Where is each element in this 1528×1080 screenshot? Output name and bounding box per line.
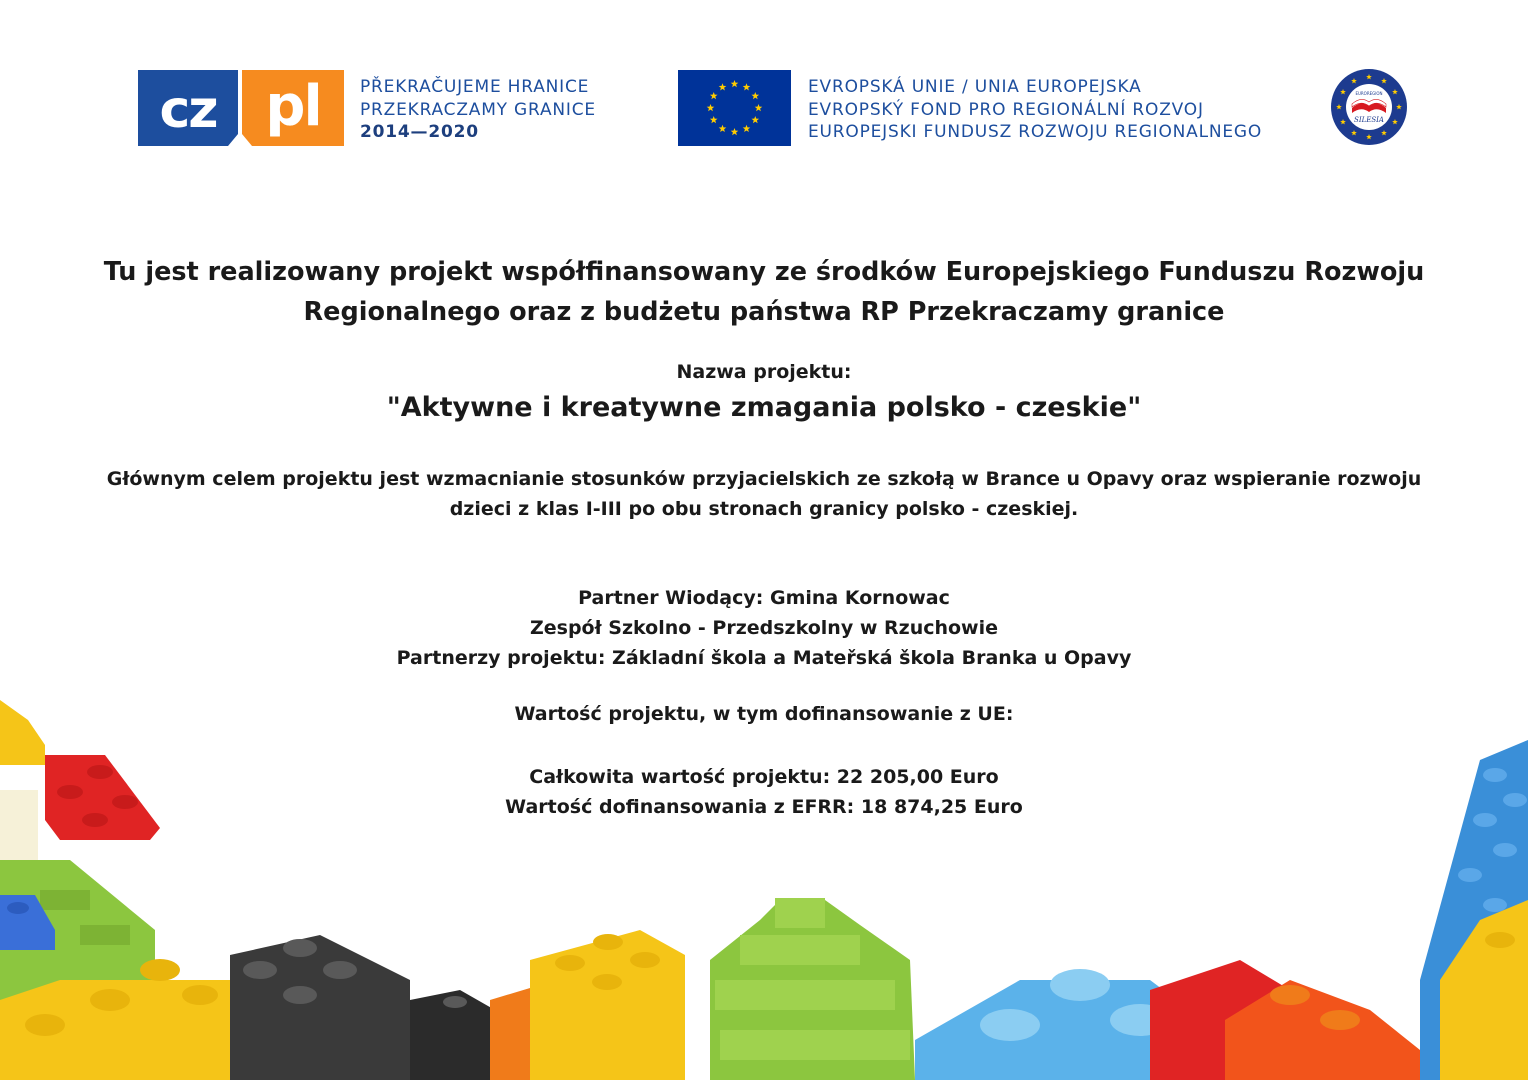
czpl-years: 2014—2020: [360, 122, 479, 142]
school-partner: Zespół Szkolno - Przedszkolny w Rzuchowie: [529, 617, 999, 639]
eu-line: EVROPSKÁ UNIE / UNIA EUROPEJSKA: [808, 77, 1142, 97]
silesia-label: SILESIA: [1354, 116, 1384, 124]
czpl-line: PŘEKRAČUJEME HRANICE: [360, 77, 590, 97]
lego-bricks-decoration: [0, 680, 1528, 1080]
cream-brick-left: [0, 790, 38, 860]
project-partners-line: Partnerzy projektu: Základní škola a Mateřská škola Branka u Opavy: [396, 647, 1132, 669]
dark-brick: [230, 935, 410, 1080]
headline-line: Tu jest realizowany projekt współfinansowany ze środków Europejskiego Funduszu Rozwoju: [103, 257, 1425, 287]
svg-text:cz: cz: [159, 80, 217, 140]
project-name: "Aktywne i kreatywne zmagania polsko - czeskie": [386, 392, 1142, 423]
headline-line: Regionalnego oraz z budżetu państwa RP Przekraczamy granice: [303, 297, 1225, 327]
total-value: Całkowita wartość projektu: 22 205,00 Euro: [529, 766, 999, 788]
project-value-label: Wartość projektu, w tym dofinansowanie z UE:: [514, 703, 1014, 725]
euroregion-label: EUROREGION: [1355, 91, 1383, 96]
eu-line: EUROPEJSKI FUNDUSZ ROZWOJU REGIONALNEGO: [808, 122, 1263, 142]
goal-line: dzieci z klas I-III po obu stronach granicy polsko - czeskiej.: [449, 498, 1079, 520]
czpl-program-text: [360, 76, 596, 144]
lead-partner: Partner Wiodący: Gmina Kornowac: [578, 587, 950, 609]
goal-line: Głównym celem projektu jest wzmacnianie stosunków przyjacielskich ze szkołą w Brance u Opavy oraz wspieranie rozwoju: [106, 468, 1422, 490]
efrr-value: Wartość dofinansowania z EFRR: 18 874,25 Euro: [505, 796, 1023, 818]
yellow-brick-left: [0, 700, 45, 765]
svg-text:pl: pl: [265, 74, 321, 139]
yellow-brick-middle: [530, 930, 685, 1080]
eu-line: EVROPSKÝ FOND PRO REGIONÁLNÍ ROZVOJ: [808, 99, 1204, 120]
funding-headline: [0, 252, 1528, 332]
euroregion-silesia-logo: [1330, 68, 1408, 146]
czpl-logo: [138, 70, 344, 146]
eu-flag-icon: [678, 70, 791, 146]
project-name-label: Nazwa projektu:: [676, 361, 852, 383]
czpl-line: PRZEKRACZAMY GRANICE: [360, 99, 596, 120]
project-goal: [0, 464, 1528, 524]
eu-fund-text: [808, 76, 1262, 144]
project-partners: [0, 583, 1528, 673]
